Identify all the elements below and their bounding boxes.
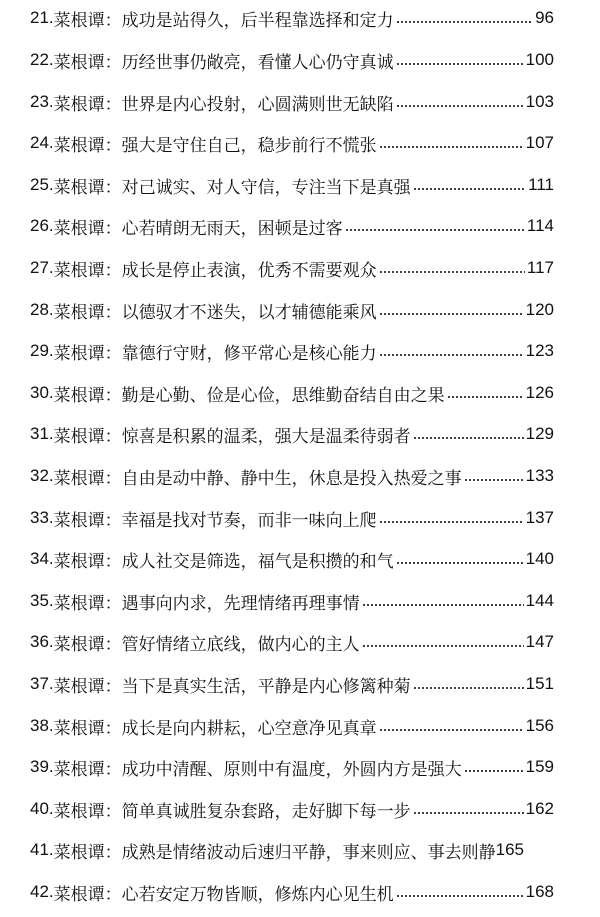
entry-number: 30.	[30, 383, 54, 402]
entry-number: 22.	[30, 50, 54, 69]
entry-number: 24.	[30, 133, 54, 152]
dot-leader	[379, 270, 525, 274]
dot-leader	[464, 769, 524, 773]
entry-number: 25.	[30, 175, 54, 194]
dot-leader	[413, 436, 524, 440]
entry-title: 菜根谭：对己诚实、对人守信，专注当下是真强	[53, 177, 411, 198]
entry-title: 菜根谭：成人社交是筛选，福气是积攒的和气	[53, 551, 394, 572]
entry-title: 菜根谭：惊喜是积累的温柔，强大是温柔待弱者	[53, 426, 411, 447]
entry-number: 23.	[30, 92, 54, 111]
entry-title: 菜根谭：当下是真实生活，平静是内心修篱种菊	[53, 676, 411, 697]
entry-number: 42.	[30, 882, 54, 901]
dot-leader	[396, 20, 533, 24]
toc-entry-35[interactable]	[30, 586, 554, 616]
entry-number: 27.	[30, 258, 54, 277]
toc-entry-26[interactable]	[30, 211, 554, 241]
dot-leader	[379, 728, 524, 732]
entry-page-number: 137	[525, 508, 554, 527]
entry-title: 菜根谭：勤是心勤、俭是心俭，思维勤奋结自由之果	[53, 385, 445, 406]
toc-entry-29[interactable]	[30, 336, 554, 366]
entry-number: 29.	[30, 341, 54, 360]
entry-page-number: 140	[525, 549, 554, 568]
entry-title: 菜根谭：幸福是找对节奏，而非一味向上爬	[53, 510, 377, 531]
entry-page-number: 96	[535, 8, 554, 27]
toc-entry-40[interactable]	[30, 794, 554, 824]
entry-page-number: 103	[525, 92, 554, 111]
dot-leader	[345, 228, 525, 232]
entry-page-number: 111	[528, 175, 554, 194]
entry-title: 菜根谭：成功是站得久，后半程靠选择和定力	[53, 10, 394, 31]
dot-leader	[362, 644, 524, 648]
toc-entry-23[interactable]	[30, 87, 554, 117]
toc-entry-42[interactable]	[30, 877, 554, 907]
entry-page-number: 129	[525, 424, 554, 443]
entry-number: 36.	[30, 632, 54, 651]
dot-leader	[362, 603, 524, 607]
dot-leader	[413, 686, 524, 690]
entry-title: 菜根谭：世界是内心投射，心圆满则世无缺陷	[53, 94, 394, 115]
entry-title: 菜根谭：自由是动中静、静中生，休息是投入热爱之事	[53, 468, 462, 489]
entry-number: 40.	[30, 799, 54, 818]
entry-page-number: 123	[525, 341, 554, 360]
entry-number: 39.	[30, 757, 54, 776]
dot-leader	[379, 353, 524, 357]
toc-entry-34[interactable]	[30, 544, 554, 574]
entry-title: 菜根谭：成熟是情绪波动后速归平静，事来则应、事去则静	[53, 842, 496, 863]
entry-number: 32.	[30, 466, 54, 485]
entry-title: 菜根谭：遇事向内求，先理情绪再理事情	[53, 593, 360, 614]
entry-title: 菜根谭：成功中清醒、原则中有温度，外圆内方是强大	[53, 759, 462, 780]
entry-page-number: 156	[525, 716, 554, 735]
entry-title: 菜根谭：心若安定万物皆顺，修炼内心见生机	[53, 884, 394, 905]
dot-leader	[379, 312, 524, 316]
toc-entry-30[interactable]	[30, 378, 554, 408]
entry-page-number: 126	[525, 383, 554, 402]
entry-page-number: 100	[525, 50, 554, 69]
dot-leader	[379, 145, 524, 149]
entry-title: 菜根谭：靠德行守财，修平常心是核心能力	[53, 343, 377, 364]
dot-leader	[413, 811, 524, 815]
toc-entry-39[interactable]	[30, 752, 554, 782]
toc-entry-24[interactable]	[30, 128, 554, 158]
entry-page-number: 147	[525, 632, 554, 651]
toc-entry-32[interactable]	[30, 461, 554, 491]
entry-title: 菜根谭：成长是向内耕耘，心空意净见真章	[53, 718, 377, 739]
entry-page-number: 117	[526, 258, 554, 277]
entry-page-number: 151	[525, 674, 554, 693]
entry-number: 33.	[30, 508, 54, 527]
entry-title: 菜根谭：强大是守住自己，稳步前行不慌张	[53, 135, 377, 156]
dot-leader	[396, 104, 524, 108]
toc-entry-38[interactable]	[30, 711, 554, 741]
entry-number: 21.	[30, 8, 54, 27]
toc-entry-33[interactable]	[30, 503, 554, 533]
entry-title: 菜根谭：管好情绪立底线，做内心的主人	[53, 634, 360, 655]
toc-entry-22[interactable]	[30, 45, 554, 75]
toc-entry-36[interactable]	[30, 627, 554, 657]
toc-entry-21[interactable]	[30, 3, 554, 33]
dot-leader	[447, 395, 524, 399]
toc-entry-25[interactable]	[30, 170, 554, 200]
dot-leader	[396, 62, 524, 66]
entry-number: 38.	[30, 716, 54, 735]
entry-page-number: 120	[525, 300, 554, 319]
entry-page-number: 159	[525, 757, 554, 776]
entry-page-number: 107	[525, 133, 554, 152]
entry-page-number: 165	[495, 840, 525, 859]
toc-entry-28[interactable]	[30, 295, 554, 325]
entry-title: 菜根谭：历经世事仍敞亮，看懂人心仍守真诚	[53, 52, 394, 73]
entry-number: 41.	[30, 840, 54, 859]
entry-number: 28.	[30, 300, 54, 319]
entry-number: 34.	[30, 549, 54, 568]
entry-page-number: 168	[525, 882, 554, 901]
entry-title: 菜根谭：以德驭才不迷失，以才辅德能乘风	[53, 302, 377, 323]
dot-leader	[464, 478, 524, 482]
dot-leader	[379, 520, 524, 524]
entry-number: 37.	[30, 674, 54, 693]
entry-page-number: 114	[526, 216, 554, 235]
entry-page-number: 133	[525, 466, 554, 485]
entry-title: 菜根谭：简单真诚胜复杂套路，走好脚下每一步	[53, 801, 411, 822]
entry-number: 31.	[30, 424, 54, 443]
toc-entry-37[interactable]	[30, 669, 554, 699]
entry-title: 菜根谭：成长是停止表演，优秀不需要观众	[53, 260, 377, 281]
dot-leader	[396, 894, 524, 898]
entry-title: 菜根谭：心若晴朗无雨天，困顿是过客	[53, 218, 343, 239]
toc-entry-27[interactable]	[30, 253, 554, 283]
entry-number: 26.	[30, 216, 54, 235]
entry-number: 35.	[30, 591, 54, 610]
entry-page-number: 162	[525, 799, 554, 818]
toc-entry-41[interactable]	[30, 835, 580, 865]
dot-leader	[396, 561, 524, 565]
entry-page-number: 144	[525, 591, 554, 610]
toc-entry-31[interactable]	[30, 419, 554, 449]
dot-leader	[413, 187, 527, 191]
